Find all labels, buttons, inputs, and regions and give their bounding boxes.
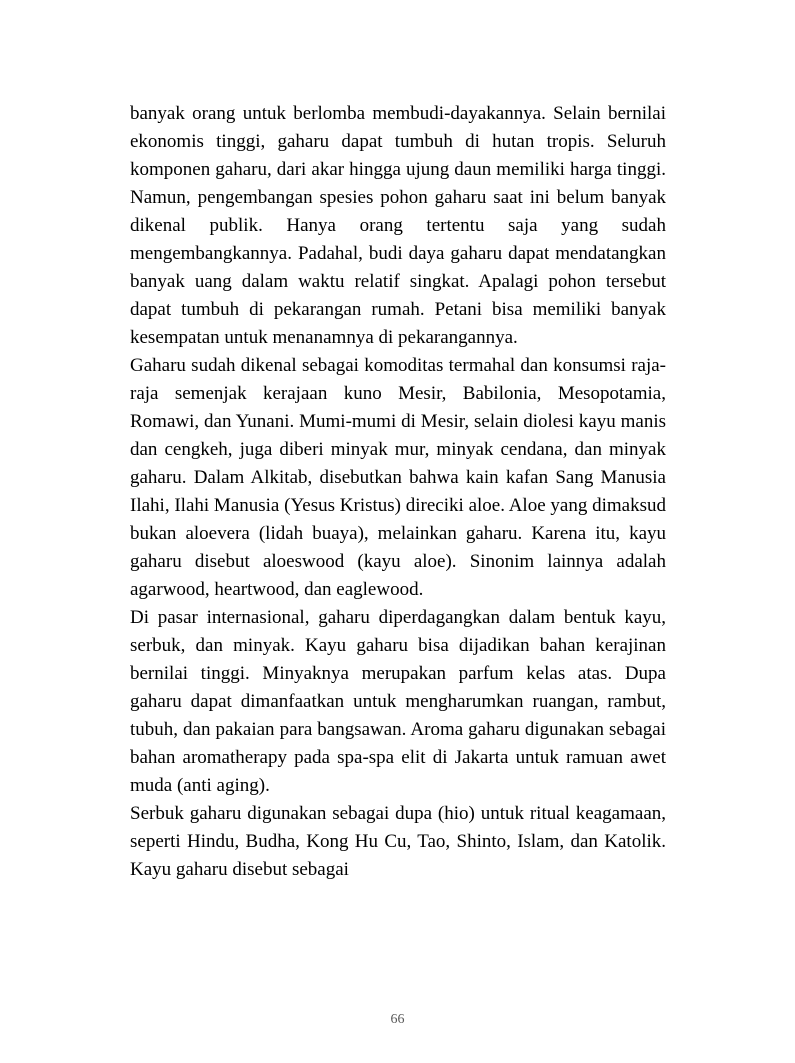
paragraph: Gaharu sudah dikenal sebagai komoditas termahal dan konsumsi raja-raja semenjak kerajaan kuno Mesir, Babilonia, Mesopotamia, Romawi, dan Yunani. Mumi-mumi di Mesir, selain diolesi kayu manis dan cengkeh, juga diberi minyak mur, minyak cendana, dan minyak gaharu. Dalam Alkitab, disebutkan bahwa kain kafan Sang Manusia Ilahi, Ilahi Manusia (Yesus Kristus) direciki aloe. Aloe yang dimaksud bukan aloevera (lidah buaya), melainkan gaharu. Karena itu, kayu gaharu disebut aloeswood (kayu aloe). Sinonim lainnya adalah agarwood, heartwood, dan eaglewood. [130,355,666,600]
paragraph: banyak orang untuk berlomba membudi-dayakannya. Selain bernilai ekonomis tinggi, gaharu dapat tumbuh di hutan tropis. Seluruh komponen gaharu, dari akar hingga ujung daun memiliki harga tinggi. Namun, pengembangan spesies pohon gaharu saat ini belum banyak dikenal publik. Hanya orang tertentu saja yang sudah mengembangkannya. Padahal, budi daya gaharu dapat mendatangkan banyak uang dalam waktu relatif singkat. Apalagi pohon tersebut dapat tumbuh di pekarangan rumah. Petani bisa memiliki banyak kesempatan untuk menanamnya di pekarangannya. [130,103,666,348]
body-text [130,100,666,884]
paragraph: Serbuk gaharu digunakan sebagai dupa (hio) untuk ritual keagamaan, seperti Hindu, Budha, Kong Hu Cu, Tao, Shinto, Islam, dan Katolik. Kayu gaharu disebut sebagai [130,803,666,880]
page-number: 66 [390,1012,405,1027]
paragraph: Di pasar internasional, gaharu diperdagangkan dalam bentuk kayu, serbuk, dan minyak. Kayu gaharu bisa dijadikan bahan kerajinan bernilai tinggi. Minyaknya merupakan parfum kelas atas. Dupa gaharu dapat dimanfaatkan untuk mengharumkan ruangan, rambut, tubuh, dan pakaian para bangsawan. Aroma gaharu digunakan sebagai bahan aromatherapy pada spa-spa elit di Jakarta untuk ramuan awet muda (anti aging). [130,607,666,796]
